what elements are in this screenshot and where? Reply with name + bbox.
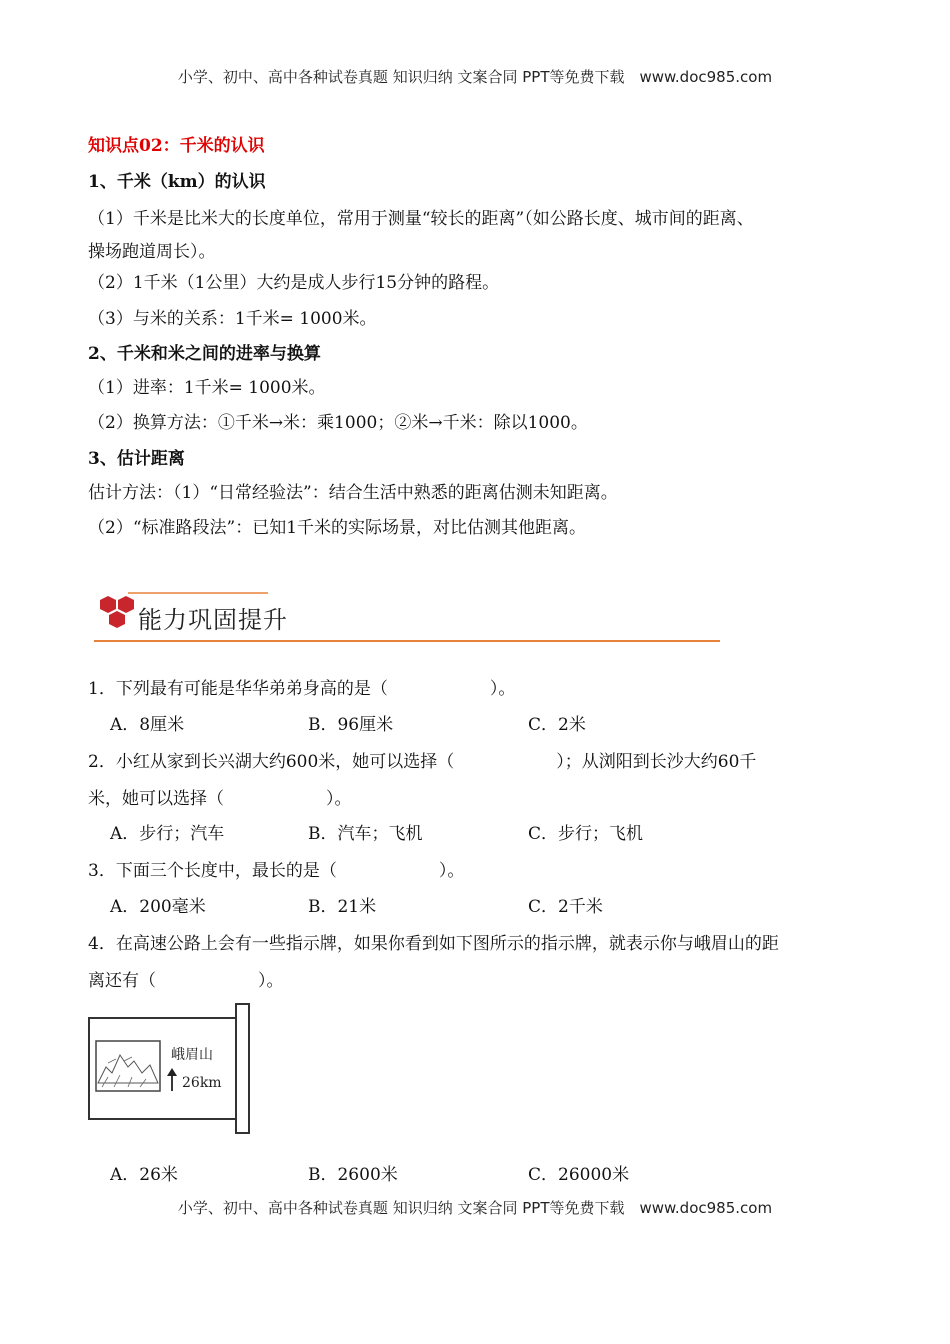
q3-option-c[interactable]: C．2千米 (528, 897, 603, 917)
question-4-line2: 离还有（ ）。 (88, 971, 284, 991)
q2-option-b[interactable]: B．汽车；飞机 (308, 824, 423, 844)
q1-option-b[interactable]: B．96厘米 (308, 715, 394, 735)
section-1-p3: （3）与米的关系：1千米= 1000米。 (88, 309, 377, 329)
sign-place-name: 峨眉山 (171, 1047, 213, 1063)
section-3-heading: 3、估计距离 (88, 449, 185, 469)
q2-option-c[interactable]: C．步行；飞机 (528, 824, 644, 844)
question-4-line1: 4．在高速公路上会有一些指示牌，如果你看到如下图所示的指示牌，就表示你与峨眉山的距 (88, 934, 779, 954)
section-1-heading: 1、千米（km）的认识 (88, 172, 266, 192)
road-sign-figure (88, 1003, 253, 1135)
question-2-line1: 2．小红从家到长兴湖大约600米，她可以选择（ ）；从浏阳到长沙大约60千 (88, 752, 757, 772)
mountain-icon (96, 1041, 160, 1091)
q4-option-a[interactable]: A．26米 (110, 1165, 178, 1185)
section-1-p2: （2）1千米（1公里）大约是成人步行15分钟的路程。 (88, 273, 500, 293)
section-title: 能力巩固提升 (138, 606, 288, 634)
question-3: 3．下面三个长度中，最长的是（ ）。 (88, 861, 465, 881)
sign-distance: 26km (182, 1075, 222, 1091)
section-2-p1: （1）进率：1千米= 1000米。 (88, 378, 326, 398)
q1-option-a[interactable]: A．8厘米 (110, 715, 185, 735)
q1-option-c[interactable]: C．2米 (528, 715, 586, 735)
section-3-p2: （2）“标准路段法”：已知1千米的实际场景，对比估测其他距离。 (88, 518, 587, 538)
hexagon-icon (100, 596, 134, 628)
q3-option-b[interactable]: B．21米 (308, 897, 377, 917)
question-2-line2: 米，她可以选择（ ）。 (88, 789, 352, 809)
page-header: 小学、初中、高中各种试卷真题 知识归纳 文案合同 PPT等免费下载 www.doc985.com (177, 68, 773, 86)
section-3-p1: 估计方法：（1）“日常经验法”：结合生活中熟悉的距离估测未知距离。 (88, 483, 618, 503)
section-1-p1a: （1）千米是比米大的长度单位，常用于测量“较长的距离”（如公路长度、城市间的距离、 (88, 209, 754, 229)
q3-option-a[interactable]: A．200毫米 (110, 897, 206, 917)
q4-option-c[interactable]: C．26000米 (528, 1165, 630, 1185)
page-footer: 小学、初中、高中各种试卷真题 知识归纳 文案合同 PPT等免费下载 www.doc985.com (177, 1199, 773, 1217)
question-1: 1．下列最有可能是华华弟弟身高的是（ ）。 (88, 679, 516, 699)
section-2-p2: （2）换算方法：①千米→米：乘1000；②米→千米：除以1000。 (88, 413, 588, 433)
section-2-heading: 2、千米和米之间的进率与换算 (88, 344, 321, 364)
q4-option-b[interactable]: B．2600米 (308, 1165, 398, 1185)
section-1-p1b: 操场跑道周长）。 (88, 242, 216, 262)
knowledge-title: 知识点02：千米的认识 (88, 136, 265, 156)
q2-option-a[interactable]: A．步行；汽车 (110, 824, 225, 844)
